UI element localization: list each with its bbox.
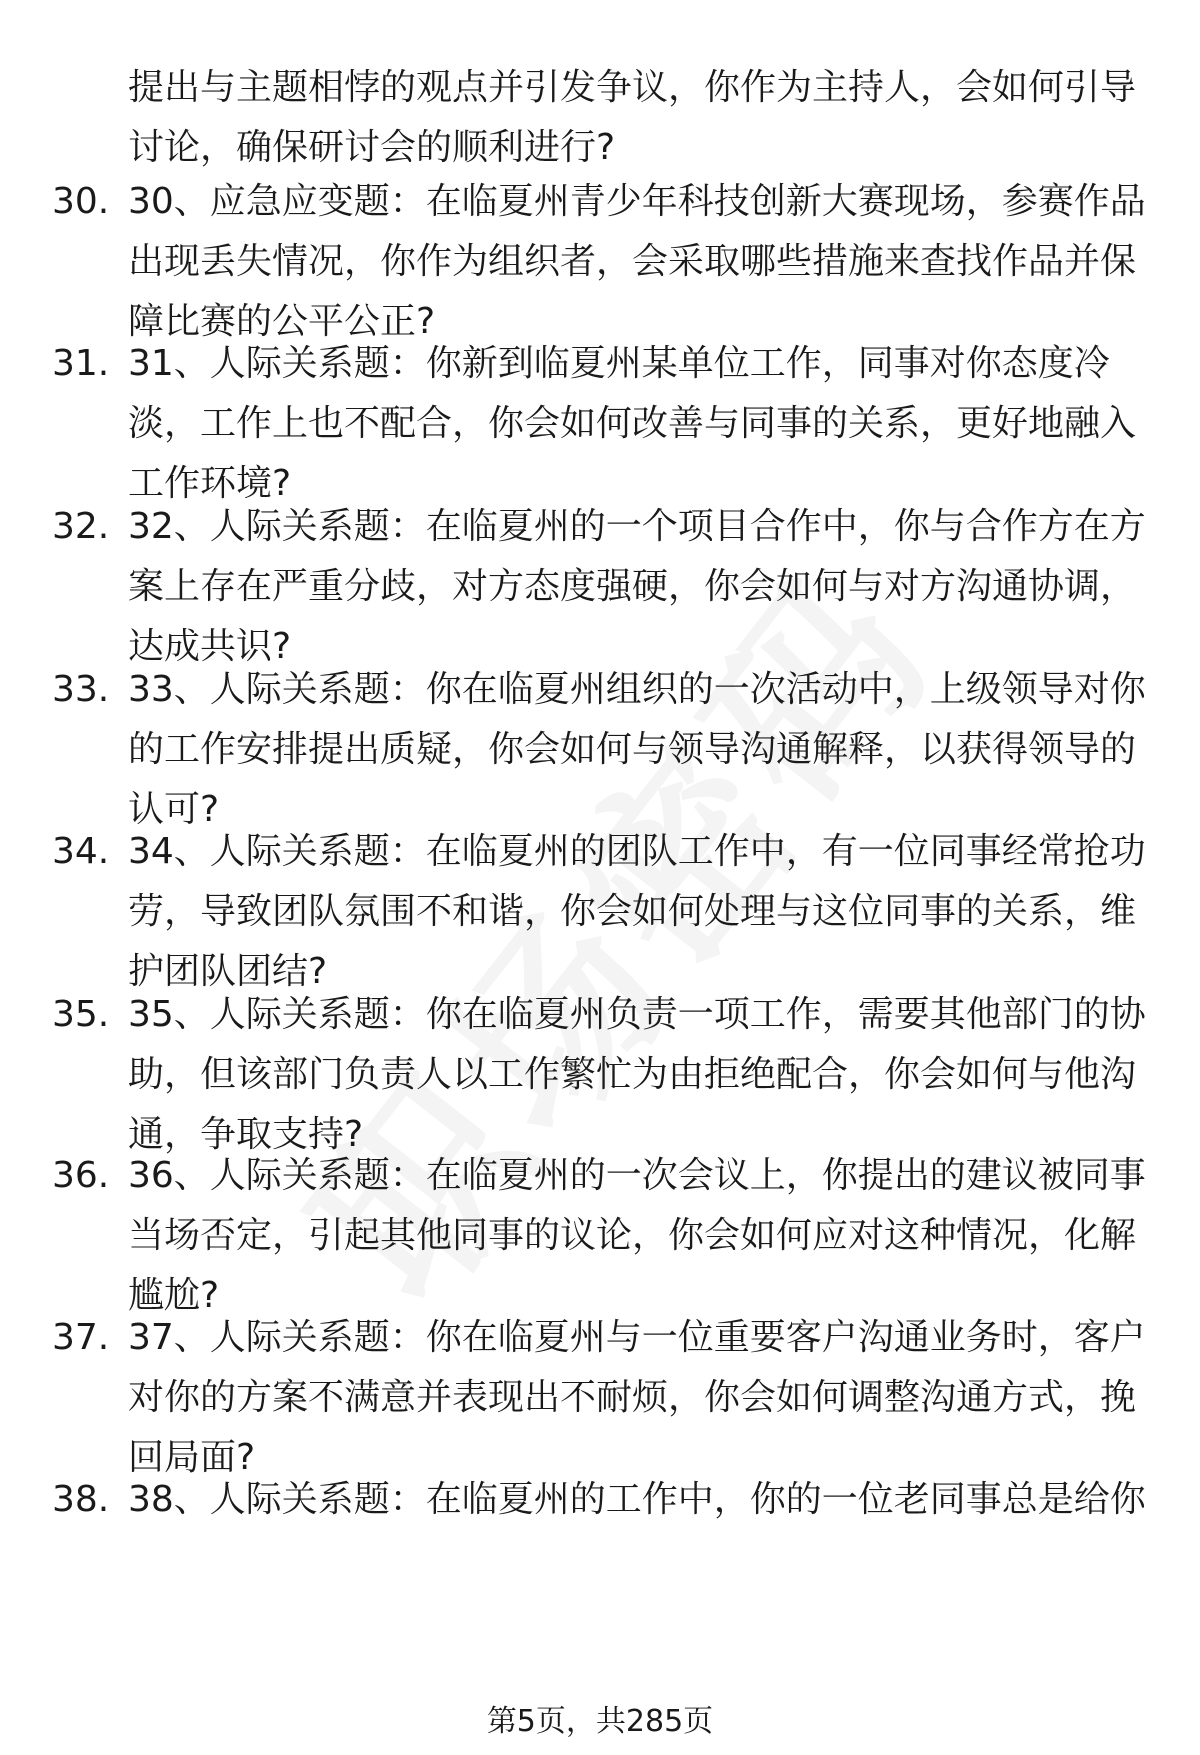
item-number: 37.: [52, 1317, 110, 1358]
item-text: 31、人际关系题：你新到临夏州某单位工作，同事对你态度冷淡，工作上也不配合，你会如何改善与同事的关系，更好地融入工作环境?: [128, 343, 1137, 504]
item-number: 31.: [52, 343, 110, 384]
item-text: 38、人际关系题：在临夏州的工作中，你的一位老同事总是给你: [128, 1479, 1146, 1520]
item-number: 34.: [52, 831, 110, 872]
item-number: 32.: [52, 506, 110, 547]
item-number: 33.: [52, 669, 110, 710]
item-text: 34、人际关系题：在临夏州的团队工作中，有一位同事经常抢功劳，导致团队氛围不和谐，你会如何处理与这位同事的关系，维护团队团结?: [128, 831, 1146, 992]
item-text: 30、应急应变题：在临夏州青少年科技创新大赛现场，参赛作品出现丢失情况，你作为组织者，会采取哪些措施来查找作品并保障比赛的公平公正?: [128, 181, 1146, 342]
page-footer: 第5页，共285页: [486, 1704, 714, 1739]
item-text: 33、人际关系题：你在临夏州组织的一次活动中，上级领导对你的工作安排提出质疑，你会如何与领导沟通解释，以获得领导的认可?: [128, 669, 1146, 830]
item-text: 35、人际关系题：你在临夏州负责一项工作，需要其他部门的协助，但该部门负责人以工作繁忙为由拒绝配合，你会如何与他沟通，争取支持?: [128, 994, 1146, 1155]
item-number: 30.: [52, 181, 110, 222]
item-text: 36、人际关系题：在临夏州的一次会议上，你提出的建议被同事当场否定，引起其他同事的议论，你会如何应对这种情况，化解尴尬?: [128, 1155, 1146, 1316]
item-text: 32、人际关系题：在临夏州的一个项目合作中，你与合作方在方案上存在严重分歧，对方态度强硬，你会如何与对方沟通协调，达成共识?: [128, 506, 1146, 667]
item-number: 35.: [52, 994, 110, 1035]
continued-paragraph: 提出与主题相悖的观点并引发争议，你作为主持人，会如何引导讨论，确保研讨会的顺利进行?: [128, 67, 1137, 168]
item-number: 36.: [52, 1155, 110, 1196]
item-text: 37、人际关系题：你在临夏州与一位重要客户沟通业务时，客户对你的方案不满意并表现出不耐烦，你会如何调整沟通方式，挽回局面?: [128, 1317, 1146, 1478]
item-number: 38.: [52, 1479, 110, 1520]
